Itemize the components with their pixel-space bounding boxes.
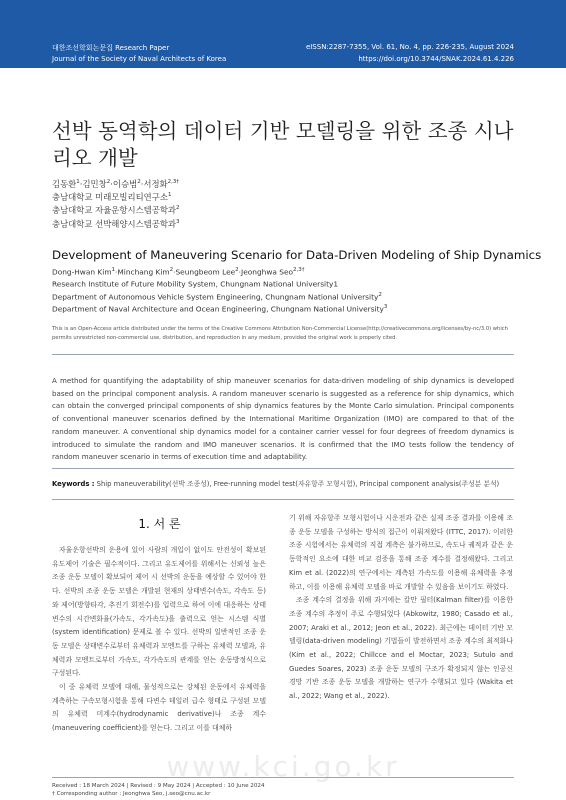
author-affil-mark: 1 <box>76 179 80 185</box>
corresponding-author: † Corresponding author : Jeonghwa Seo, j.seo@cnu.ac.kr <box>52 791 211 797</box>
keywords-label: Keywords : <box>52 480 95 488</box>
author-block-kr <box>52 177 180 230</box>
journal-header-bar <box>0 0 566 68</box>
author-name: Jeonghwa Seo <box>241 267 294 277</box>
section-heading: 1. 서 론 <box>138 517 181 531</box>
paragraph: 기 위해 자유항주 모형시험이나 시운전과 같은 실제 조종 결과를 이용해 조종 운동 모델을 구성하는 방식의 접근이 이뤄져왔다 (ITTC, 2017). 이러한 조종 시험에서는 유체력의 직접 계측은 불가하므로, 속도나 궤적과 같은 운동학적인 요소에 대한 비교 검증을 통해 조종 계수를 결정해왔다. 그리고 Kim et al. (2022)의 연구에서는 계측된 가속도를 이용해 유체력을 추정하고, 이를 이용해 유체력 모델을 바로 개발할 수 있음을 보이기도 하였다. <box>289 514 513 591</box>
author-affil-mark: 2 <box>137 179 141 185</box>
footer <box>52 782 265 798</box>
body-column-right <box>289 512 513 704</box>
author-name: 이승범 <box>112 178 138 189</box>
journal-name-kr: 대한조선학회논문집 Research Paper <box>52 44 170 52</box>
author-name: Minchang Kim <box>117 267 170 277</box>
kci-watermark: www.kci.go.kr <box>166 750 400 783</box>
divider <box>52 354 514 355</box>
keywords-text: Ship maneuverability(선박 조종성), Free-running model test(자유항주 모형시험), Principal component analysis(주성분 분석) <box>96 480 500 488</box>
author-block-en <box>52 265 387 315</box>
affiliation-en: Department of Autonomous Vehicle System Engineering, Chungnam National University$^2$ <box>52 291 382 302</box>
author-name: Seungbeom Lee <box>175 267 236 277</box>
journal-name-en: Journal of the Society of Naval Architects of Korea <box>52 55 227 63</box>
paragraph: 자율운항선박의 운용에 있어 사람의 개입이 없이도 안전성이 확보된 유도제어 기술은 필수적이다. 그리고 유도제어를 위해서는 신뢰성 높은 조종 운동 모델이 확보되어 제어 시 선박의 운동을 예상할 수 있어야 한다. 선박의 조종 운동 모델은 개발된 현재의 상태변수(속도, 각속도 등)와 제어(방향타각, 추진기 회전수)를 입력으로 하여 이에 대응하는 상태변수의 시간변화율(가속도, 각가속도)을 출력으로 얻는 시스템 식별(system identification) 문제로 볼 수 있다. 선박의 일반적인 조종 운동 모델은 상태변수로부터 유체력과 모멘트를 구하는 유체력 모델과, 유체력과 모멘트로부터 가속도, 각가속도의 관계를 얻는 운동방정식으로 구성된다. <box>52 546 266 678</box>
paragraph: 이 중 유체력 모델에 대해, 물성적으로는 강체된 운동에서 유체력을 계측하는 구속모형시험을 통해 다변수 테일러 급수 형태로 구성된 모델의 유체력 미계수(hydrodynamic derivative)나 조종 계수(maneuvering coefficient)를 얻는다. 그리고 이를 대체하 <box>52 683 266 733</box>
doi-link[interactable]: https://doi.org/10.3744/SNAK.2024.61.4.226 <box>358 55 514 63</box>
paper-title-kr: 선박 동역학의 데이터 기반 모델링을 위한 조종 시나리오 개발 <box>52 119 514 170</box>
author-name: 김민창 <box>82 178 107 189</box>
author-name: Dong-Hwan Kim <box>52 267 112 277</box>
author-name: 김동환 <box>52 178 77 189</box>
affiliation-kr: 충남대학교 자율운항시스템공학과$^2$ <box>52 205 180 216</box>
abstract-text: A method for quantifying the adaptability of ship maneuver scenarios for data-driven modeling of ship dynamics is developed based on the principal component analysis. A random maneuver scenario is suggested as a reference for ship dynamics, which can obtain the converged principal components of ship dynamics features by the Monte Carlo simulation. Principal components of conventional maneuver scenarios defined by the International Maritime Organization (IMO) are compared to that of the random maneuver. A conventional ship dynamics model for a container carrier vessel for four degrees of freedom dynamics is introduced to simulate the random and IMO maneuver scenarios. It is confirmed that the IMO tests follow the tendency of random maneuver scenario in terms of execution time and adaptability. <box>52 376 514 462</box>
paragraph: 조종 계수의 결정을 위해 과거에는 칼만 필터(Kalman filter)를 이용한 조종 계수의 추정이 주로 수행되었다 (Abkowitz, 1980; Casado et al., 2007; Araki et al., 2012; Jeon et al., 2022). 최근에는 데이터 기반 모델링(data-driven modeling) 기법들이 발전하면서 조종 계수의 최적화나 (Kim et al., 2022; Chillcce and el Moctar, 2023; Sutulo and Guedes Soares, 2023) 조종 운동 모델의 구조가 확정되지 않는 인공신경망 기반 조종 운동 모델을 개발하는 연구가 수행되고 있다 (Wakita et al., 2022; Wang et al., 2022). <box>289 596 513 701</box>
author-list-kr: 김동환$^1$·김민창$^2$·이승범$^2$·서정화$^{2,3\dagger}$ <box>52 178 180 189</box>
author-affil-mark: 2,3† <box>167 179 180 185</box>
body-column-left <box>52 544 266 736</box>
author-list-en: Dong-Hwan Kim$^1$·Minchang Kim$^2$·Seungbeom Lee$^2$·Jeonghwa Seo$^{2,3\dagger}$ <box>52 267 305 277</box>
license-notice: This is an Open-Access article distributed under the terms of the Creative Commons Attribution Non-Commercial License(http://creativecommons.org/licenses/by-nc/3.0) which permits unrestricted non-commercial use, distribution, and reproduction in any medium, provided the original work is properly cited. <box>52 326 508 341</box>
paper-title-en: Development of Maneuvering Scenario for Data-Driven Modeling of Ship Dynamics <box>52 248 542 262</box>
divider <box>52 499 514 500</box>
publication-dates: Received : 18 March 2024 | Revised : 9 May 2024 | Accepted : 10 June 2024 <box>52 783 265 789</box>
author-affil-mark: 2 <box>106 179 111 185</box>
issn-info: eISSN:2287-7355, Vol. 61, No. 4, pp. 226-235, August 2024 <box>305 43 514 51</box>
divider <box>52 468 514 469</box>
divider <box>52 777 514 778</box>
affiliation-en: Research Institute of Future Mobility System, Chungnam National University1 <box>52 279 339 289</box>
affiliation-kr: 충남대학교 선박해양시스템공학과$^3$ <box>52 218 180 229</box>
keywords-line <box>52 478 514 488</box>
author-name: 서정화 <box>143 178 168 189</box>
affiliation-en: Department of Naval Architecture and Ocean Engineering, Chungnam National University$^3$ <box>52 304 388 314</box>
affiliation-kr: 충남대학교 미래모빌리티연구소$^1$ <box>52 192 172 202</box>
